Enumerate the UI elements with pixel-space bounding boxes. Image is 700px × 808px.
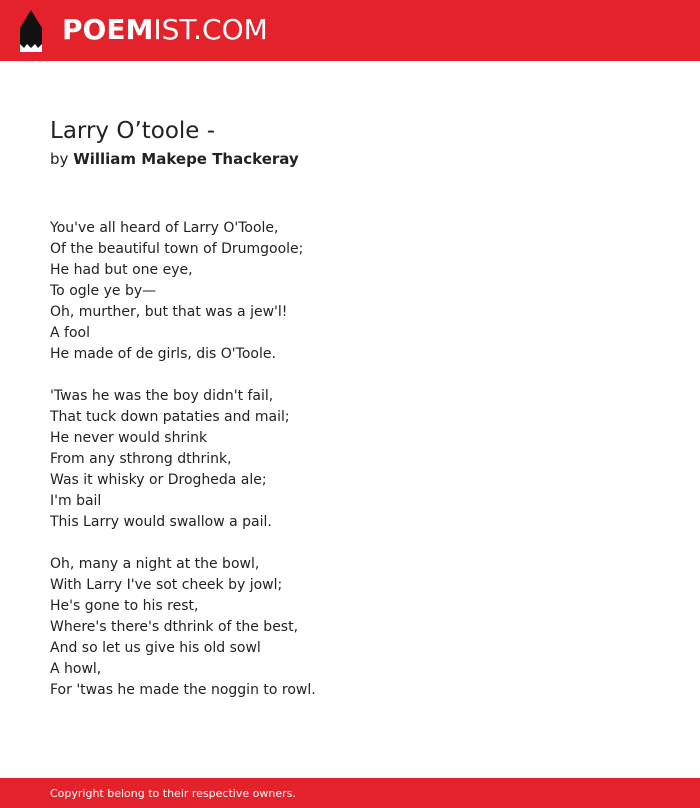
poem-line: Where's there's dthrink of the best, [50, 619, 299, 635]
poem-line: For 'twas he made the noggin to rowl. [50, 682, 316, 698]
poem-line: From any sthrong dthrink, [50, 451, 232, 467]
poem-line: You've all heard of Larry O'Toole, [50, 220, 279, 236]
site-footer [0, 778, 700, 808]
stanza [50, 554, 650, 701]
logo-light-text: IST.COM [153, 13, 268, 46]
byline [50, 148, 299, 170]
by-label: by [50, 150, 69, 168]
poem-title: Larry O’toole - [50, 118, 216, 144]
logo-strong-text: POEM [62, 13, 154, 46]
poem-line: A howl, [50, 661, 102, 677]
poem-line: He never would shrink [50, 430, 208, 446]
poem-line: That tuck down pataties and mail; [50, 409, 290, 425]
poem-line: A fool [50, 325, 90, 341]
poem-line: Was it whisky or Drogheda ale; [50, 472, 267, 488]
site-logo[interactable] [62, 12, 268, 48]
poem-line: With Larry I've sot cheek by jowl; [50, 577, 283, 593]
copyright-notice: Copyright belong to their respective owners. [50, 787, 296, 800]
poem-line: Of the beautiful town of Drumgoole; [50, 241, 304, 257]
stanza [50, 218, 650, 365]
poem-line: He made of de girls, dis O'Toole. [50, 346, 276, 362]
poem-line: Oh, many a night at the bowl, [50, 556, 260, 572]
poem-line: I'm bail [50, 493, 102, 509]
poem-line: To ogle ye by— [50, 283, 157, 299]
stanza [50, 386, 650, 533]
poem-line: And so let us give his old sowl [50, 640, 261, 656]
poem-body [50, 218, 650, 722]
author-name: William Makepe Thackeray [73, 150, 299, 168]
poem-line: He's gone to his rest, [50, 598, 199, 614]
poem-line: Oh, murther, but that was a jew'l! [50, 304, 288, 320]
pencil-tip-icon[interactable] [18, 10, 44, 52]
poem-line: He had but one eye, [50, 262, 193, 278]
poem-line: 'Twas he was the boy didn't fail, [50, 388, 274, 404]
site-header [0, 0, 700, 61]
poem-line: This Larry would swallow a pail. [50, 514, 272, 530]
